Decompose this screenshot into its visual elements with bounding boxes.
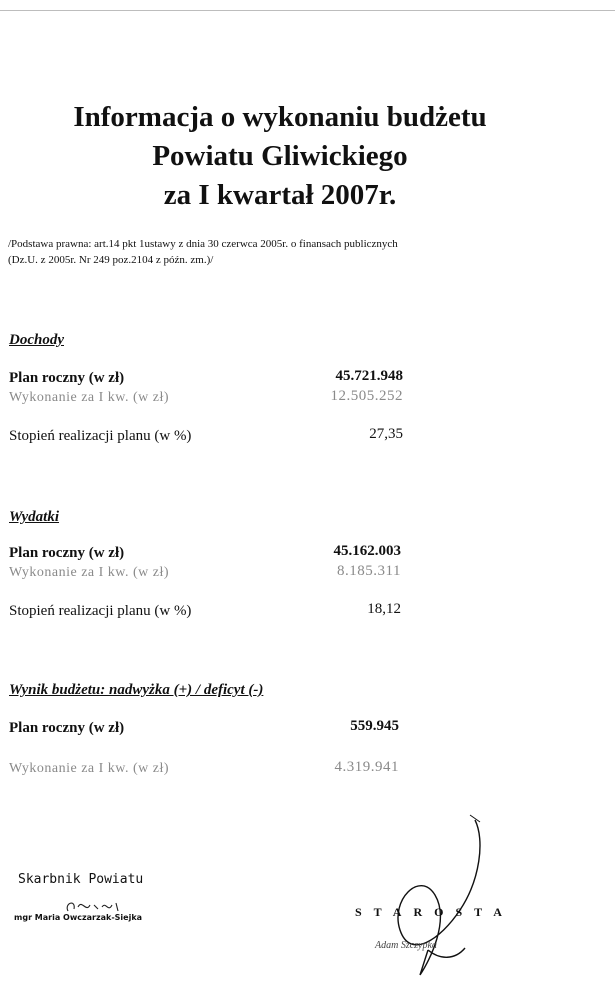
dochody-plan-value: 45.721.948	[335, 368, 403, 384]
legal-basis-line-2: (Dz.U. z 2005r. Nr 249 poz.2104 z późn. zm.)/	[8, 254, 214, 266]
title-line-3: za I kwartał 2007r.	[163, 179, 397, 211]
starosta-title: STAROSTA	[355, 905, 514, 919]
wynik-exec-label: Wykonanie za I kw. (w zł)	[9, 761, 170, 776]
top-border-line	[0, 10, 615, 11]
legal-basis	[8, 236, 398, 268]
section-heading-dochody: Dochody	[9, 332, 64, 348]
wydatki-pct-value: 18,12	[367, 601, 401, 617]
skarbnik-title: Skarbnik Powiatu	[18, 872, 144, 887]
wydatki-plan-label: Plan roczny (w zł)	[9, 545, 125, 561]
wydatki-pct-label: Stopień realizacji planu (w %)	[9, 603, 192, 619]
title-line-2: Powiatu Gliwickiego	[152, 140, 408, 172]
section-heading-wydatki: Wydatki	[9, 509, 60, 525]
wydatki-plan-value: 45.162.003	[333, 543, 401, 559]
dochody-plan-label: Plan roczny (w zł)	[9, 370, 125, 386]
dochody-exec-label: Wykonanie za I kw. (w zł)	[9, 390, 170, 405]
dochody-pct-value: 27,35	[369, 426, 403, 442]
wydatki-exec-label: Wykonanie za I kw. (w zł)	[9, 565, 170, 580]
starosta-name: Adam Szczypka	[375, 940, 437, 951]
section-heading-wynik: Wynik budżetu: nadwyżka (+) / deficyt (-)	[9, 682, 264, 698]
dochody-pct-label: Stopień realizacji planu (w %)	[9, 428, 192, 444]
wynik-plan-value: 559.945	[350, 718, 399, 734]
wynik-exec-value: 4.319.941	[334, 759, 399, 775]
starosta-signature	[380, 810, 490, 980]
legal-basis-line-1: /Podstawa prawna: art.14 pkt 1ustawy z dnia 30 czerwca 2005r. o finansach publicznych	[8, 238, 398, 250]
skarbnik-name: mgr Maria Owczarzak-Siejka	[14, 913, 143, 922]
dochody-exec-value: 12.505.252	[330, 388, 403, 404]
wydatki-exec-value: 8.185.311	[337, 563, 401, 579]
document-title	[0, 98, 560, 215]
wynik-plan-label: Plan roczny (w zł)	[9, 720, 125, 736]
title-line-1: Informacja o wykonaniu budżetu	[73, 101, 487, 133]
